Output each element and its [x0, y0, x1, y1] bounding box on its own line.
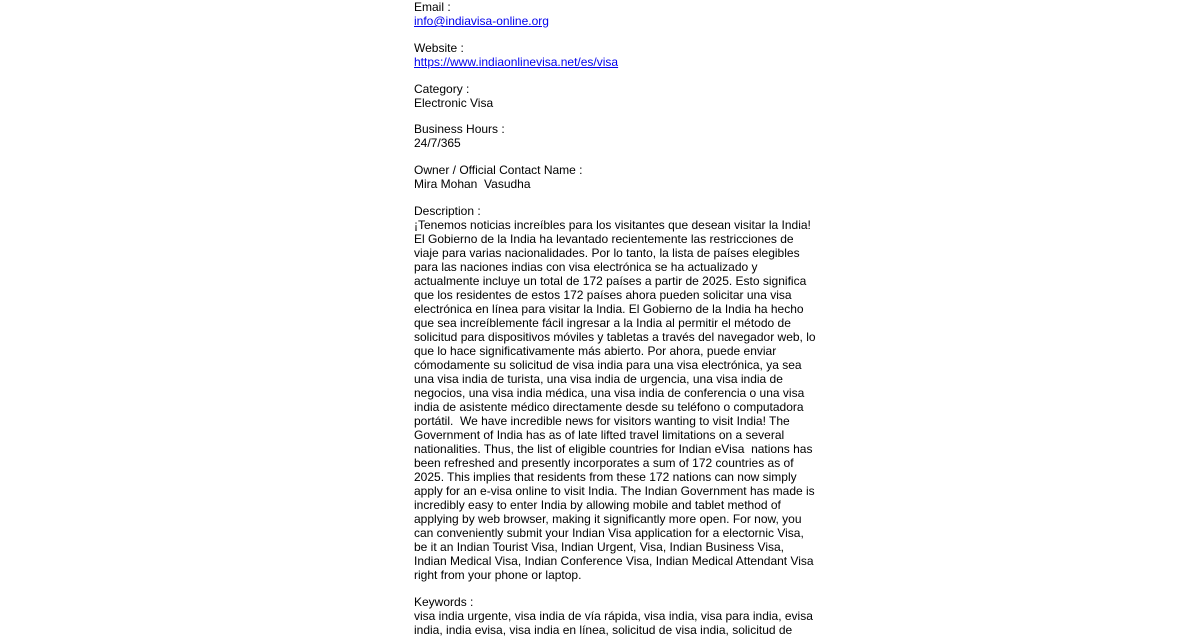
text-line: que los residentes de estos 172 países ahora pueden solicitar una visa [414, 287, 792, 302]
keywords-label: Keywords : [414, 594, 474, 609]
text-line: visa india urgente, visa india de vía rápida, visa india, visa para india, evisa [414, 608, 813, 623]
description-label: Description : [414, 203, 481, 218]
email-link[interactable]: info@indiavisa-online.org [414, 14, 549, 28]
description-text [414, 218, 834, 582]
category-label: Category : [414, 81, 470, 96]
text-line: applying by web browser, making it significantly more open. For now, you [414, 511, 802, 526]
business-hours-value: 24/7/365 [414, 136, 461, 151]
text-line: incredibly easy to enter India by allowing mobile and tablet method of [414, 497, 781, 512]
text-line: cómodamente su solicitud de visa india para una visa electrónica, ya sea [414, 357, 802, 372]
website-label: Website : [414, 40, 464, 55]
email-label: Email : [414, 0, 451, 14]
text-line: been refreshed and presently incorporates a sum of 172 countries as of [414, 455, 794, 470]
text-line: que sea increíblemente fácil ingresar a la India al permitir el método de [414, 315, 791, 330]
business-hours-label: Business Hours : [414, 122, 505, 137]
website-link[interactable]: https://www.indiaonlinevisa.net/es/visa [414, 54, 619, 69]
text-line: actualmente incluye un total de 172 países a partir de 2025. Esto significa [414, 273, 807, 288]
text-line: solicitud para dispositivos móviles y tabletas a través del navegador web, lo [414, 329, 816, 344]
text-line: right from your phone or laptop. [414, 567, 582, 582]
text-line: Government of India has as of late lifted travel limitations on a several [414, 427, 785, 442]
text-line: india, india evisa, visa india en línea, solicitud de visa india, solicitud de [414, 622, 793, 637]
text-line: que lo hace significativamente más abierto. Por ahora, puede enviar [414, 343, 777, 358]
text-line: portátil. We have incredible news for visitors wanting to visit India! The [414, 413, 790, 428]
text-line: ¡Tenemos noticias increíbles para los visitantes que desean visitar la India! [414, 217, 811, 232]
text-line: can conveniently submit your Indian Visa application for a electornic Visa, [414, 525, 804, 540]
text-line: Indian Medical Visa, Indian Conference Visa, Indian Medical Attendant Visa [414, 553, 814, 568]
text-line: 2025. This implies that residents from these 172 nations can now simply [414, 469, 797, 484]
text-line: una visa india de turista, una visa india de urgencia, una visa india de [414, 371, 783, 386]
text-line: viaje para varias nacionalidades. Por lo tanto, la lista de países elegibles [414, 245, 800, 260]
text-line: negocios, una visa india médica, una visa india de conferencia o una visa [414, 385, 805, 400]
owner-value: Mira Mohan Vasudha [414, 177, 531, 192]
category-value: Electronic Visa [414, 95, 494, 110]
listing-details [414, 0, 834, 637]
keywords-text [414, 609, 834, 637]
text-line: nationalities. Thus, the list of eligible countries for Indian eVisa nations has [414, 441, 813, 456]
text-line: be it an Indian Tourist Visa, Indian Urgent, Visa, Indian Business Visa, [414, 539, 785, 554]
text-line: para las naciones indias con visa electrónica se ha actualizado y [414, 259, 758, 274]
text-line: electrónica en línea para visitar la India. El Gobierno de la India ha hecho [414, 301, 804, 316]
owner-label: Owner / Official Contact Name : [414, 163, 583, 178]
text-line: apply for an e-visa online to visit India. The Indian Government has made is [414, 483, 815, 498]
text-line: india de asistente médico directamente desde su teléfono o computadora [414, 399, 804, 414]
text-line: El Gobierno de la India ha levantado recientemente las restricciones de [414, 231, 794, 246]
